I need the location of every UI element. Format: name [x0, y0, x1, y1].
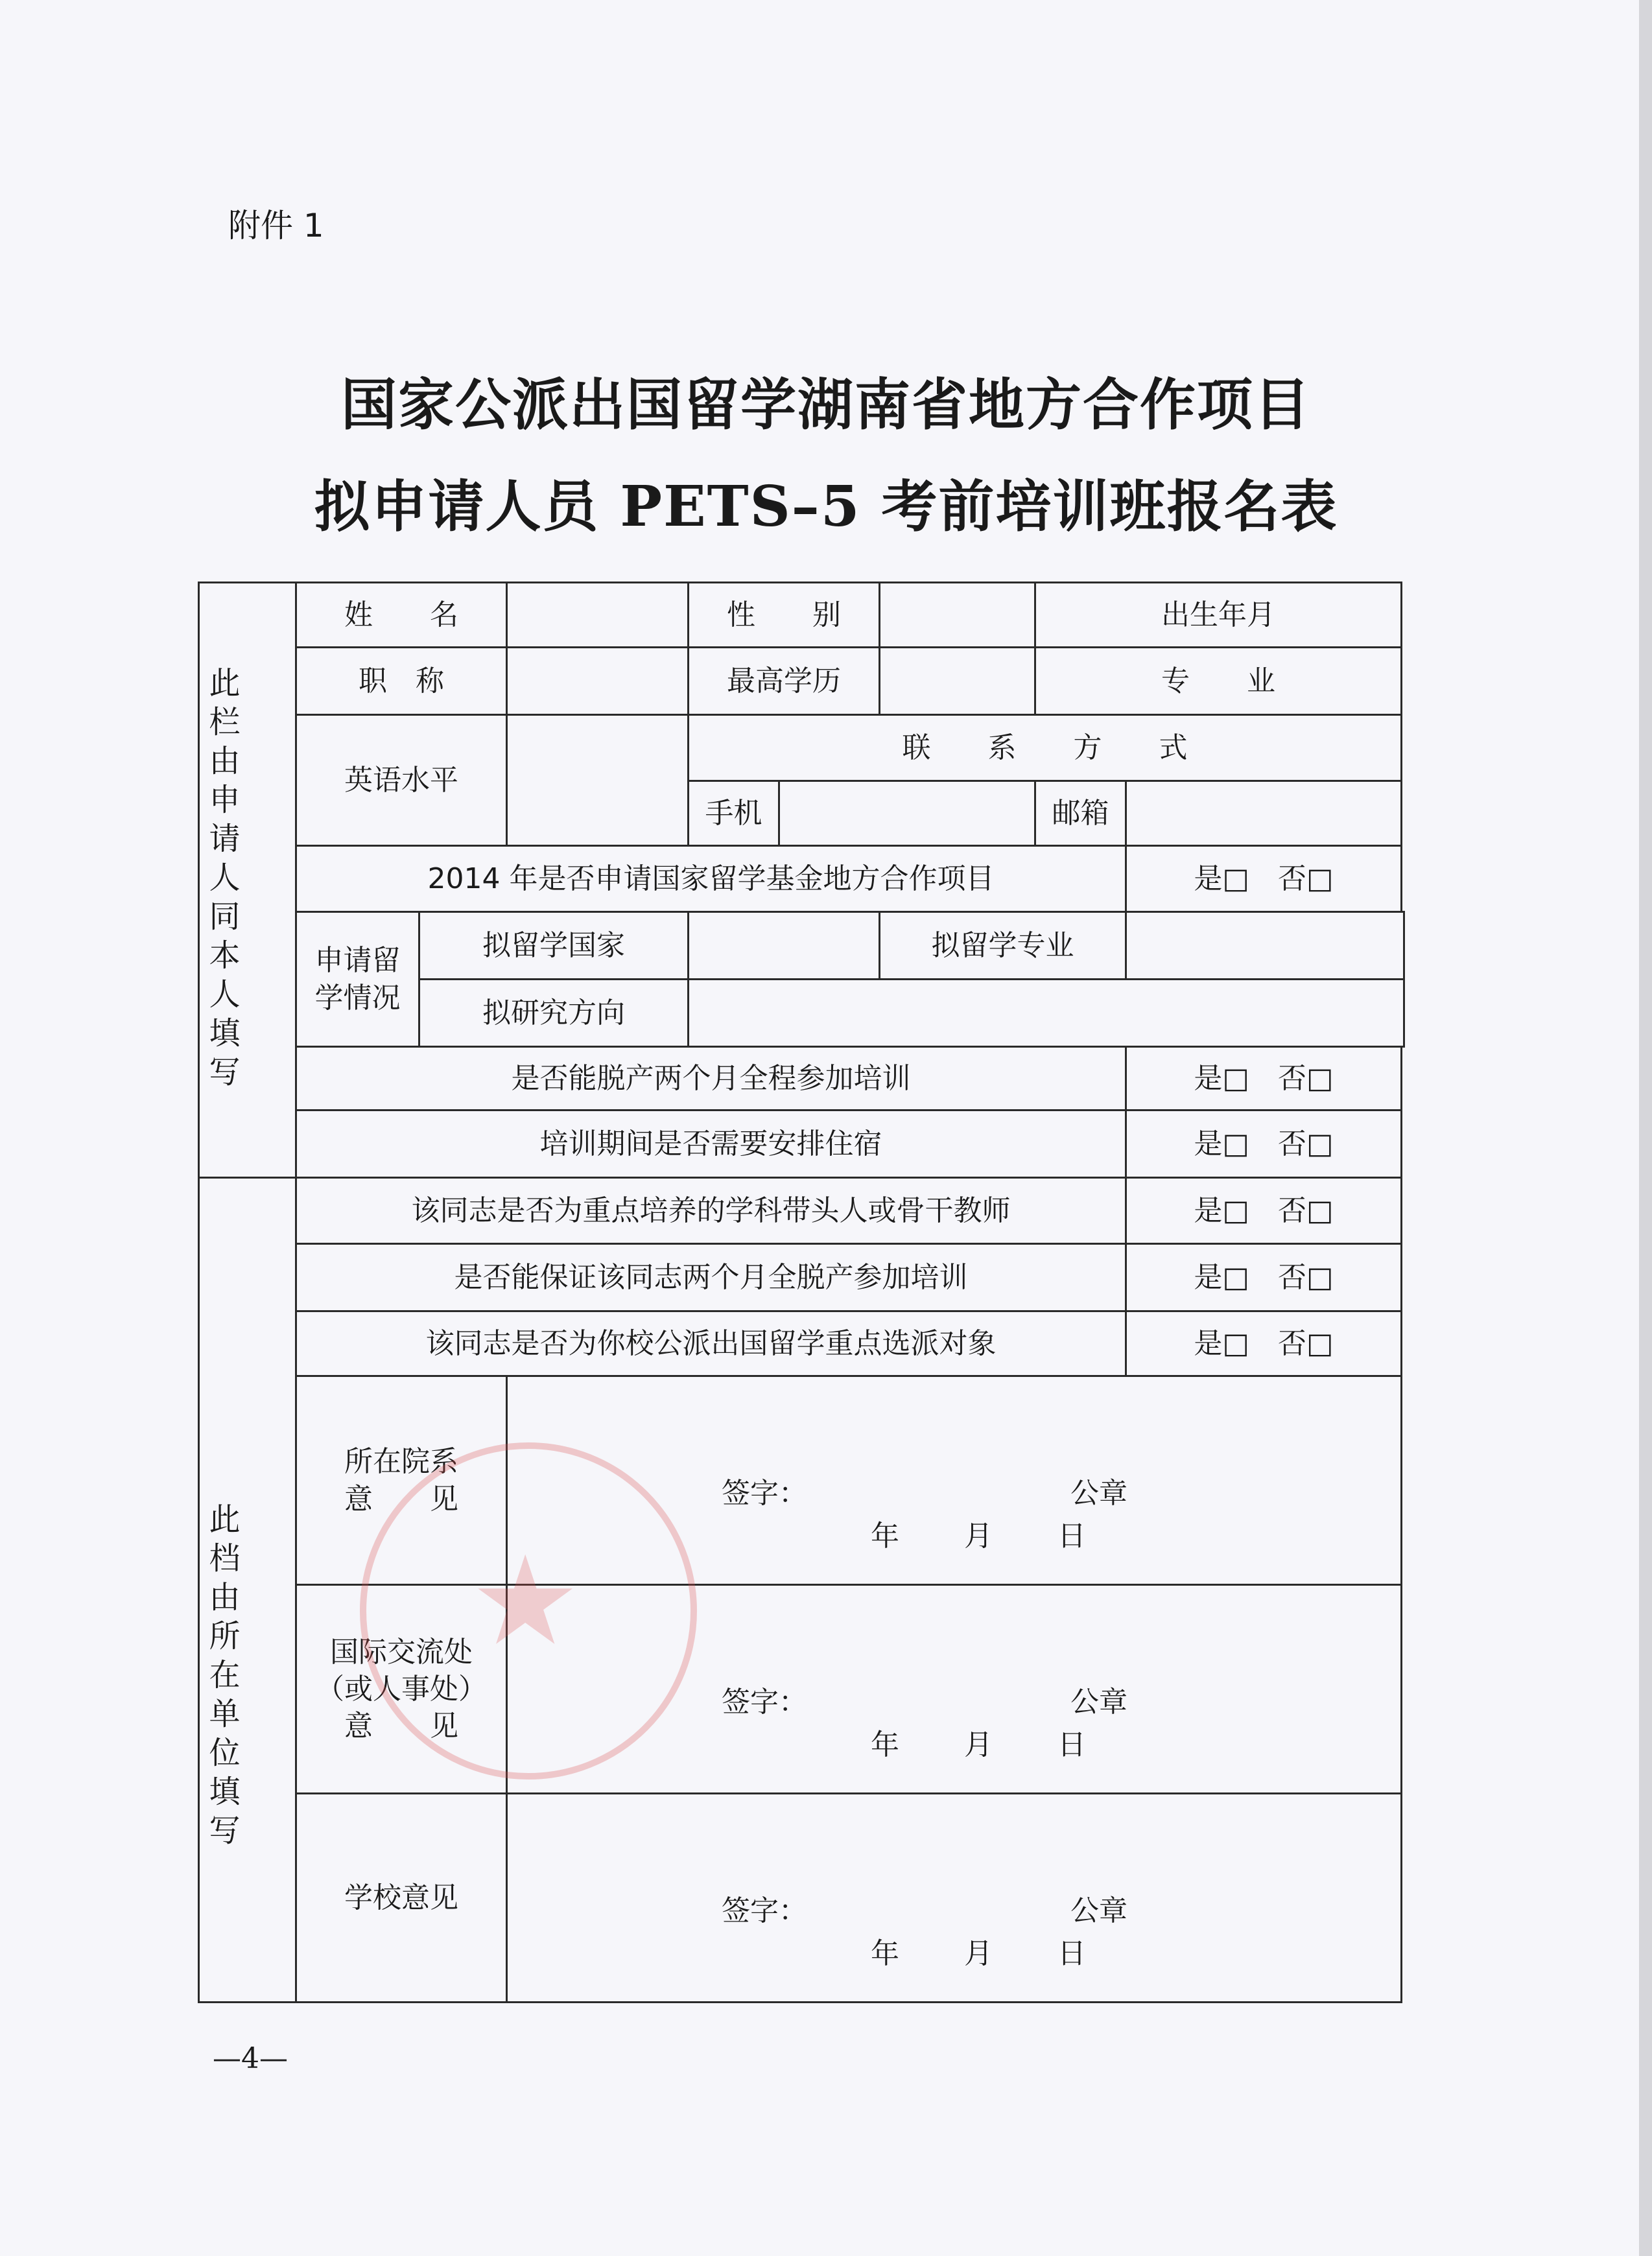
sign-label: 签字：: [722, 1686, 807, 1719]
date-line: 年 月 日: [871, 1937, 1086, 1970]
question-key-teacher: 该同志是否为重点培养的学科带头人或骨干教师: [296, 1178, 1126, 1244]
study-major-label: 拟留学专业: [880, 912, 1126, 980]
question-guarantee: 是否能保证该同志两个月全脱产参加培训: [296, 1244, 1126, 1311]
scanner-edge: [1639, 0, 1652, 2256]
sign-label: 签字：: [722, 1477, 807, 1510]
yes-no-checkbox[interactable]: 是□ 否□: [1126, 1047, 1402, 1110]
birth-label: 出生年月: [1035, 583, 1402, 648]
unit-section-label: 此档由所在单位填写: [199, 1178, 296, 2003]
gender-field[interactable]: [880, 583, 1035, 648]
date-line: 年 月 日: [871, 1728, 1086, 1761]
title-field[interactable]: [507, 648, 689, 715]
research-label: 拟研究方向: [419, 980, 689, 1047]
country-label: 拟留学国家: [419, 912, 689, 980]
email-label: 邮箱: [1035, 781, 1126, 846]
question-full-time: 是否能脱产两个月全程参加培训: [296, 1047, 1126, 1110]
yes-no-checkbox[interactable]: 是□ 否□: [1126, 1244, 1402, 1311]
school-opinion-field[interactable]: [507, 1794, 1402, 2003]
question-key-candidate: 该同志是否为你校公派出国留学重点选派对象: [296, 1311, 1126, 1376]
email-field[interactable]: [1126, 781, 1402, 846]
page-title-line2: 拟申请人员 PETS–5 考前培训班报名表: [314, 474, 1338, 539]
applicant-section-label: 此栏由申请人同本人填写: [199, 583, 296, 1178]
gender-label: 性 别: [689, 583, 880, 648]
intl-opinion-label: 国际交流处 （或人事处） 意 见: [296, 1585, 507, 1794]
page-number: —4—: [213, 2042, 288, 2075]
major-label: 专 业: [1035, 648, 1402, 715]
seal-label: 公章: [1070, 1894, 1127, 1927]
yes-no-checkbox[interactable]: 是□ 否□: [1126, 1311, 1402, 1376]
education-label: 最高学历: [689, 648, 880, 715]
seal-star-icon: ★: [470, 1529, 581, 1673]
yes-no-checkbox[interactable]: 是□ 否□: [1126, 846, 1402, 912]
page-title-line1: 国家公派出国留学湖南省地方合作项目: [341, 372, 1311, 438]
dept-opinion-field[interactable]: [507, 1376, 1402, 1585]
registration-form: [198, 582, 1405, 2003]
dept-opinion-label: 所在院系 意 见: [296, 1376, 507, 1585]
english-field[interactable]: [507, 715, 689, 846]
yes-no-checkbox[interactable]: 是□ 否□: [1126, 1178, 1402, 1244]
name-field[interactable]: [507, 583, 689, 648]
date-line: 年 月 日: [871, 1520, 1086, 1553]
english-label: 英语水平: [296, 715, 507, 846]
phone-label: 手机: [689, 781, 779, 846]
yes-no-checkbox[interactable]: 是□ 否□: [1126, 1110, 1402, 1178]
research-field[interactable]: [689, 980, 1404, 1047]
intl-opinion-field[interactable]: [507, 1585, 1402, 1794]
name-label: 姓 名: [296, 583, 507, 648]
education-field[interactable]: [880, 648, 1035, 715]
school-opinion-label: 学校意见: [296, 1794, 507, 2003]
seal-label: 公章: [1070, 1686, 1127, 1719]
attachment-label: 附件 1: [228, 207, 324, 244]
study-plan-label: 申请留学情况: [296, 912, 419, 1047]
title-label: 职 称: [296, 648, 507, 715]
seal-label: 公章: [1070, 1477, 1127, 1510]
study-major-field[interactable]: [1126, 912, 1404, 980]
question-accommodation: 培训期间是否需要安排住宿: [296, 1110, 1126, 1178]
sign-label: 签字：: [722, 1894, 807, 1927]
phone-field[interactable]: [779, 781, 1035, 846]
country-field[interactable]: [689, 912, 880, 980]
contact-label: 联 系 方 式: [689, 715, 1402, 781]
question-apply-2014: 2014 年是否申请国家留学基金地方合作项目: [296, 846, 1126, 912]
